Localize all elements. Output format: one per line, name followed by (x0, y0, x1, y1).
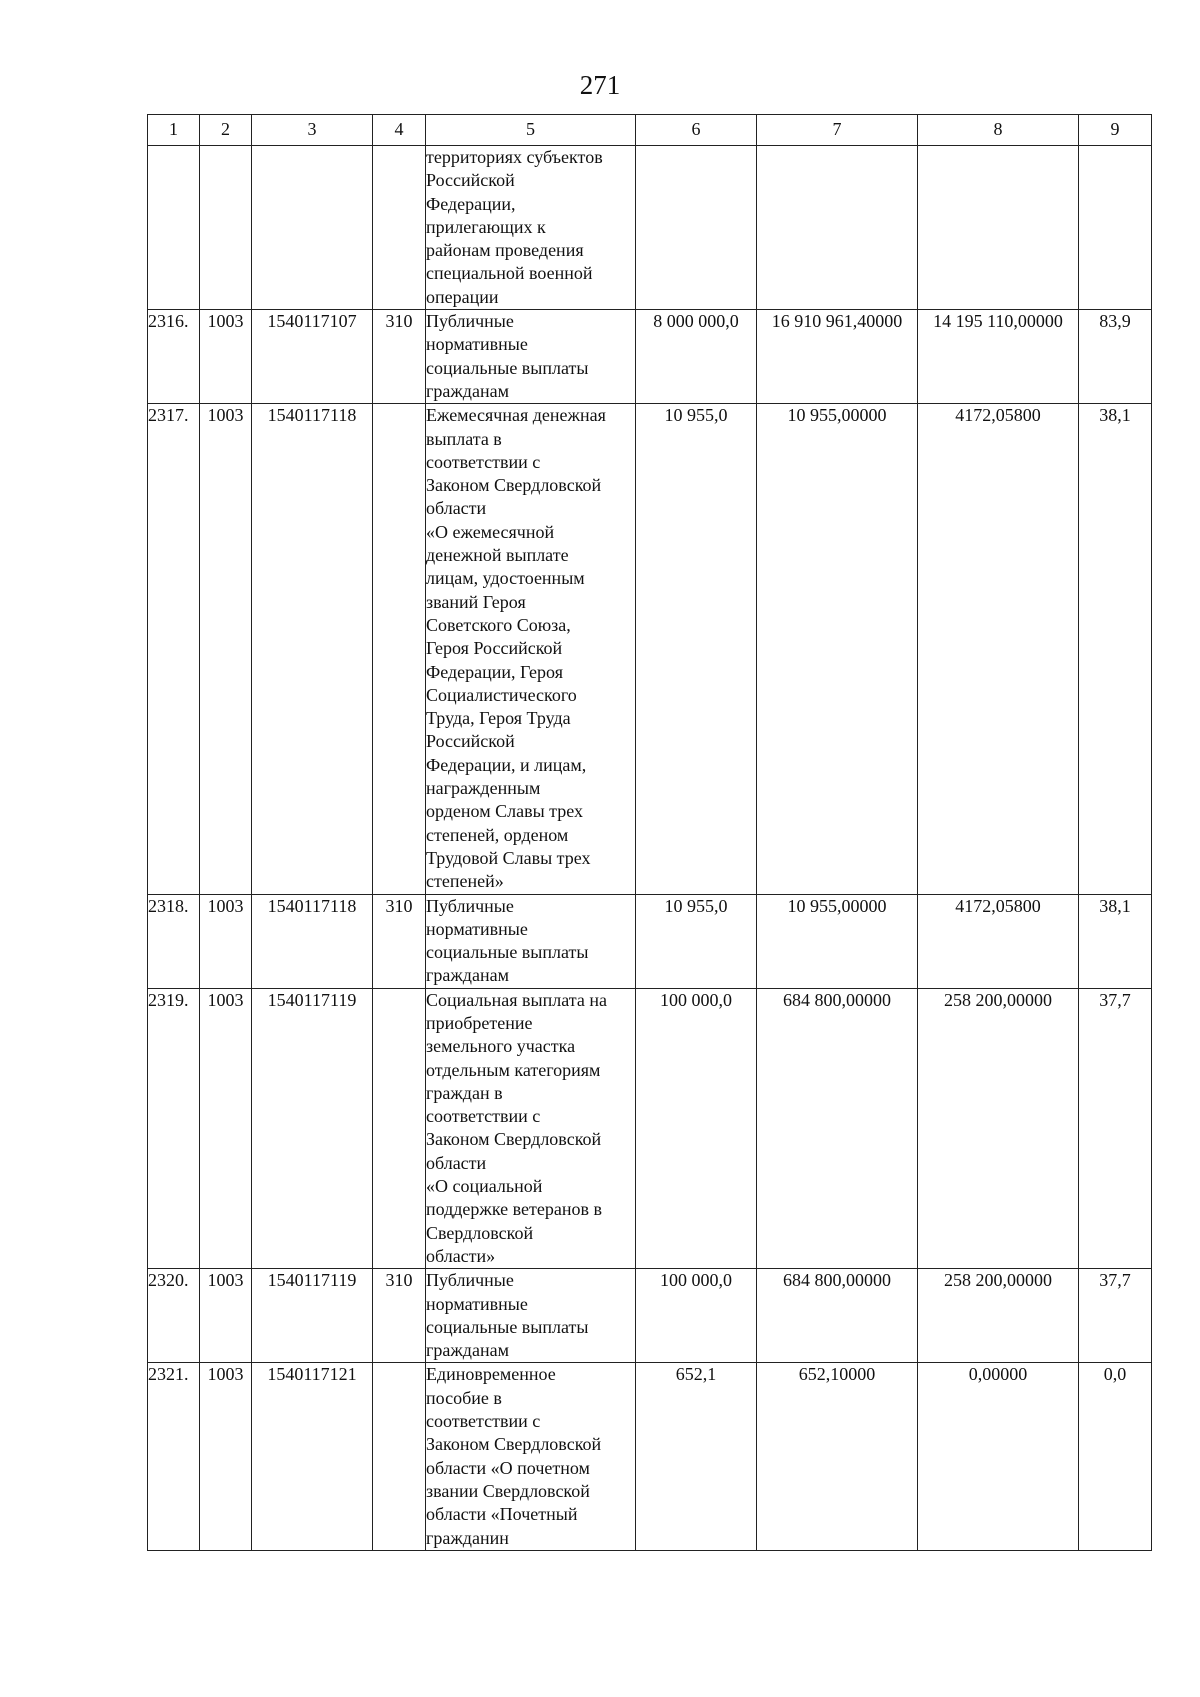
table-row (148, 1363, 1152, 1550)
description-line: Трудовой Славы трех (426, 847, 591, 868)
description-line: нормативные (426, 1293, 528, 1314)
description-line: граждан в (426, 1082, 503, 1103)
description-line: соответствии с (426, 1106, 541, 1127)
description-line: области (426, 498, 487, 519)
page-number: 271 (579, 70, 621, 100)
description-line: приобретение (426, 1012, 533, 1033)
table-row (148, 1269, 1152, 1363)
budget-table (147, 114, 1152, 1551)
description-cell (426, 894, 636, 988)
description-line: Ежемесячная денежная (426, 405, 606, 426)
row-number-cell: 2317. (148, 404, 200, 894)
description-line: Законом Свердловской (426, 1129, 602, 1150)
target-code-cell: 1540117118 (252, 894, 373, 988)
revised-plan-cell: 10 955,00000 (757, 404, 918, 894)
header-cell: 2 (200, 115, 252, 146)
description-line: области» (426, 1245, 496, 1266)
header-cell: 4 (373, 115, 426, 146)
row-number-cell: 2316. (148, 310, 200, 404)
description-line: званий Героя (426, 591, 526, 612)
expense-type-cell: 310 (373, 1269, 426, 1363)
row-number-cell (148, 146, 200, 310)
description-line: соответствии с (426, 1411, 541, 1432)
description-line: области «Почетный (426, 1504, 578, 1525)
description-line: Публичные (426, 1270, 514, 1291)
executed-amount-cell (918, 146, 1079, 310)
plan-amount-cell: 10 955,0 (636, 894, 757, 988)
header-cell: 7 (757, 115, 918, 146)
expense-type-cell (373, 404, 426, 894)
target-code-cell (252, 146, 373, 310)
plan-amount-cell: 100 000,0 (636, 988, 757, 1269)
description-line: гражданам (426, 965, 509, 986)
plan-amount-cell: 652,1 (636, 1363, 757, 1550)
description-cell (426, 146, 636, 310)
description-line: специальной военной (426, 263, 593, 284)
revised-plan-cell: 16 910 961,40000 (757, 310, 918, 404)
description-line: Законом Свердловской (426, 475, 602, 496)
header-cell: 9 (1079, 115, 1152, 146)
percent-cell: 38,1 (1079, 404, 1152, 894)
row-number-cell: 2321. (148, 1363, 200, 1550)
description-line: Российской (426, 170, 515, 191)
description-line: Федерации, Героя (426, 661, 563, 682)
description-line: социальные выплаты (426, 942, 589, 963)
table-row (148, 894, 1152, 988)
description-line: Федерации, и лицам, (426, 754, 587, 775)
description-line: социальные выплаты (426, 357, 589, 378)
description-line: прилегающих к (426, 216, 546, 237)
section-code-cell: 1003 (200, 1269, 252, 1363)
table-row (148, 404, 1152, 894)
section-code-cell: 1003 (200, 404, 252, 894)
plan-amount-cell (636, 146, 757, 310)
description-line: территориях субъектов (426, 147, 603, 167)
row-number-cell: 2320. (148, 1269, 200, 1363)
description-line: выплата в (426, 428, 502, 449)
description-line: Социальная выплата на (426, 989, 607, 1010)
description-line: «О социальной (426, 1176, 543, 1197)
percent-cell: 38,1 (1079, 894, 1152, 988)
description-line: социальные выплаты (426, 1316, 589, 1337)
section-code-cell: 1003 (200, 310, 252, 404)
expense-type-cell: 310 (373, 310, 426, 404)
description-line: Героя Российской (426, 638, 563, 659)
description-cell (426, 310, 636, 404)
description-line: нормативные (426, 918, 528, 939)
executed-amount-cell: 14 195 110,00000 (918, 310, 1079, 404)
description-line: области «О почетном (426, 1457, 590, 1478)
description-line: соответствии с (426, 451, 541, 472)
description-line: степеней, орденом (426, 824, 569, 845)
revised-plan-cell: 652,10000 (757, 1363, 918, 1550)
executed-amount-cell: 258 200,00000 (918, 1269, 1079, 1363)
description-line: Единовременное (426, 1364, 556, 1385)
description-line: земельного участка (426, 1036, 576, 1057)
description-line: Публичные (426, 895, 514, 916)
description-line: гражданам (426, 380, 509, 401)
header-cell: 6 (636, 115, 757, 146)
revised-plan-cell (757, 146, 918, 310)
section-code-cell: 1003 (200, 1363, 252, 1550)
table-row (148, 146, 1152, 310)
plan-amount-cell: 100 000,0 (636, 1269, 757, 1363)
section-code-cell (200, 146, 252, 310)
section-code-cell: 1003 (200, 988, 252, 1269)
target-code-cell: 1540117118 (252, 404, 373, 894)
description-cell (426, 404, 636, 894)
description-line: Труда, Героя Труда (426, 708, 571, 729)
description-cell (426, 1269, 636, 1363)
expense-type-cell (373, 988, 426, 1269)
header-cell: 5 (426, 115, 636, 146)
description-line: отдельным категориям (426, 1059, 601, 1080)
description-line: пособие в (426, 1387, 502, 1408)
section-code-cell: 1003 (200, 894, 252, 988)
target-code-cell: 1540117107 (252, 310, 373, 404)
description-line: области (426, 1152, 487, 1173)
header-row (148, 115, 1152, 146)
description-line: Советского Союза, (426, 614, 571, 635)
description-cell (426, 1363, 636, 1550)
table-row (148, 988, 1152, 1269)
description-line: нормативные (426, 334, 528, 355)
revised-plan-cell: 684 800,00000 (757, 1269, 918, 1363)
target-code-cell: 1540117119 (252, 988, 373, 1269)
description-line: Федерации, (426, 193, 516, 214)
table-row (148, 310, 1152, 404)
description-line: гражданин (426, 1527, 509, 1548)
revised-plan-cell: 10 955,00000 (757, 894, 918, 988)
description-line: звании Свердловской (426, 1480, 590, 1501)
executed-amount-cell: 258 200,00000 (918, 988, 1079, 1269)
plan-amount-cell: 10 955,0 (636, 404, 757, 894)
plan-amount-cell: 8 000 000,0 (636, 310, 757, 404)
header-cell: 3 (252, 115, 373, 146)
description-line: «О ежемесячной (426, 521, 555, 542)
description-cell (426, 988, 636, 1269)
percent-cell (1079, 146, 1152, 310)
description-line: операции (426, 286, 499, 307)
description-line: Российской (426, 731, 515, 752)
description-line: степеней» (426, 871, 504, 892)
description-line: Законом Свердловской (426, 1434, 602, 1455)
description-line: Социалистического (426, 684, 577, 705)
percent-cell: 37,7 (1079, 988, 1152, 1269)
expense-type-cell: 310 (373, 894, 426, 988)
header-cell: 8 (918, 115, 1079, 146)
description-line: награжденным (426, 778, 541, 799)
description-line: Свердловской (426, 1222, 534, 1243)
revised-plan-cell: 684 800,00000 (757, 988, 918, 1269)
target-code-cell: 1540117121 (252, 1363, 373, 1550)
description-line: лицам, удостоенным (426, 568, 585, 589)
header-cell: 1 (148, 115, 200, 146)
description-line: гражданам (426, 1340, 509, 1361)
executed-amount-cell: 0,00000 (918, 1363, 1079, 1550)
description-line: орденом Славы трех (426, 801, 583, 822)
description-line: районам проведения (426, 240, 584, 261)
target-code-cell: 1540117119 (252, 1269, 373, 1363)
percent-cell: 37,7 (1079, 1269, 1152, 1363)
description-line: поддержке ветеранов в (426, 1199, 603, 1220)
row-number-cell: 2319. (148, 988, 200, 1269)
executed-amount-cell: 4172,05800 (918, 894, 1079, 988)
description-line: денежной выплате (426, 545, 569, 566)
percent-cell: 83,9 (1079, 310, 1152, 404)
table-body (148, 146, 1152, 1551)
row-number-cell: 2318. (148, 894, 200, 988)
executed-amount-cell: 4172,05800 (918, 404, 1079, 894)
description-line: Публичные (426, 311, 514, 332)
percent-cell: 0,0 (1079, 1363, 1152, 1550)
expense-type-cell (373, 146, 426, 310)
expense-type-cell (373, 1363, 426, 1550)
